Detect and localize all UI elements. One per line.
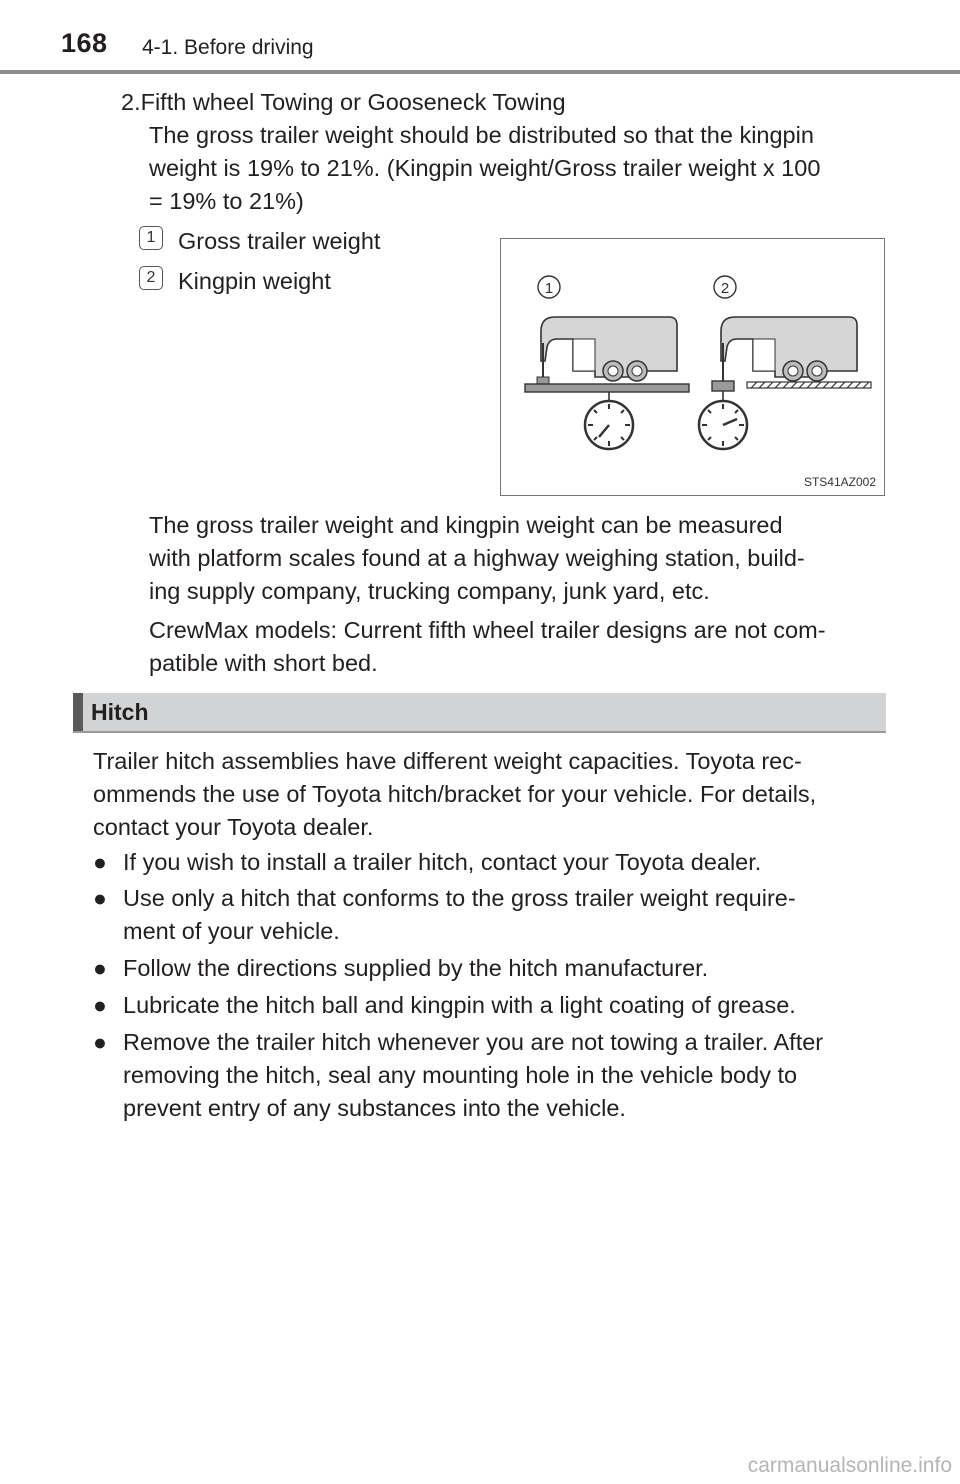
bullet-3-line-1: Follow the directions supplied by the hitch manufacturer. xyxy=(123,955,709,981)
note-1-line-3: ing supply company, trucking company, junk yard, etc. xyxy=(149,578,710,604)
towing-heading: 2.Fifth wheel Towing or Gooseneck Towing xyxy=(121,89,566,115)
page-header xyxy=(0,0,960,75)
intro-line-3: = 19% to 21%) xyxy=(149,188,304,214)
section-accent xyxy=(73,693,83,731)
section-title: 4-1. Before driving xyxy=(142,36,314,59)
legend-label-gross: Gross trailer weight xyxy=(178,228,381,254)
page-number: 168 xyxy=(61,28,108,58)
bullet-5-line-2: removing the hitch, seal any mounting hole in the vehicle body to xyxy=(123,1062,798,1088)
header-rule xyxy=(0,70,960,74)
site-watermark: carmanualsonline.info xyxy=(747,1454,952,1477)
hitch-para-line-1: Trailer hitch assemblies have different weight capacities. Toyota rec- xyxy=(93,748,802,774)
bullet-icon: ● xyxy=(93,992,107,1018)
trailer-weight-figure xyxy=(500,238,885,496)
intro-line-2: weight is 19% to 21%. (Kingpin weight/Gross trailer weight x 100 xyxy=(149,155,821,181)
figure-code: STS41AZ002 xyxy=(803,475,876,489)
callout-num-1: 1 xyxy=(544,280,554,297)
bullet-icon: ● xyxy=(93,1029,107,1055)
bullet-4-line-1: Lubricate the hitch ball and kingpin with a light coating of grease. xyxy=(123,992,796,1018)
trailer-scale-illustration xyxy=(501,239,884,495)
bullet-5-line-3: prevent entry of any substances into the vehicle. xyxy=(123,1095,626,1121)
hitch-para-line-3: contact your Toyota dealer. xyxy=(93,814,374,840)
note-2-line-2: patible with short bed. xyxy=(149,650,378,676)
bullet-2-line-1: Use only a hitch that conforms to the gross trailer weight require- xyxy=(123,885,796,911)
bullet-2-line-2: ment of your vehicle. xyxy=(123,918,340,944)
trailer-right-illustration xyxy=(699,317,871,449)
bullet-icon: ● xyxy=(93,849,107,875)
callout-num-2: 2 xyxy=(720,280,730,297)
note-1-line-2: with platform scales found at a highway weighing station, build- xyxy=(149,545,805,571)
bullet-5-line-1: Remove the trailer hitch whenever you are not towing a trailer. After xyxy=(123,1029,824,1055)
bullet-icon: ● xyxy=(93,955,107,981)
bullet-1-line-1: If you wish to install a trailer hitch, contact your Toyota dealer. xyxy=(123,849,762,875)
intro-line-1: The gross trailer weight should be distributed so that the kingpin xyxy=(149,122,814,148)
legend-badge-2: 2 xyxy=(139,266,163,290)
note-2-line-1: CrewMax models: Current fifth wheel trailer designs are not com- xyxy=(149,617,826,643)
legend-label-kingpin: Kingpin weight xyxy=(178,268,331,294)
hitch-para-line-2: ommends the use of Toyota hitch/bracket for your vehicle. For details, xyxy=(93,781,817,807)
bullet-icon: ● xyxy=(93,885,107,911)
trailer-left-illustration xyxy=(525,317,689,449)
legend-badge-1: 1 xyxy=(139,226,163,250)
hitch-section-header xyxy=(73,693,886,733)
note-1-line-1: The gross trailer weight and kingpin weight can be measured xyxy=(149,512,783,538)
hitch-title: Hitch xyxy=(91,699,149,725)
